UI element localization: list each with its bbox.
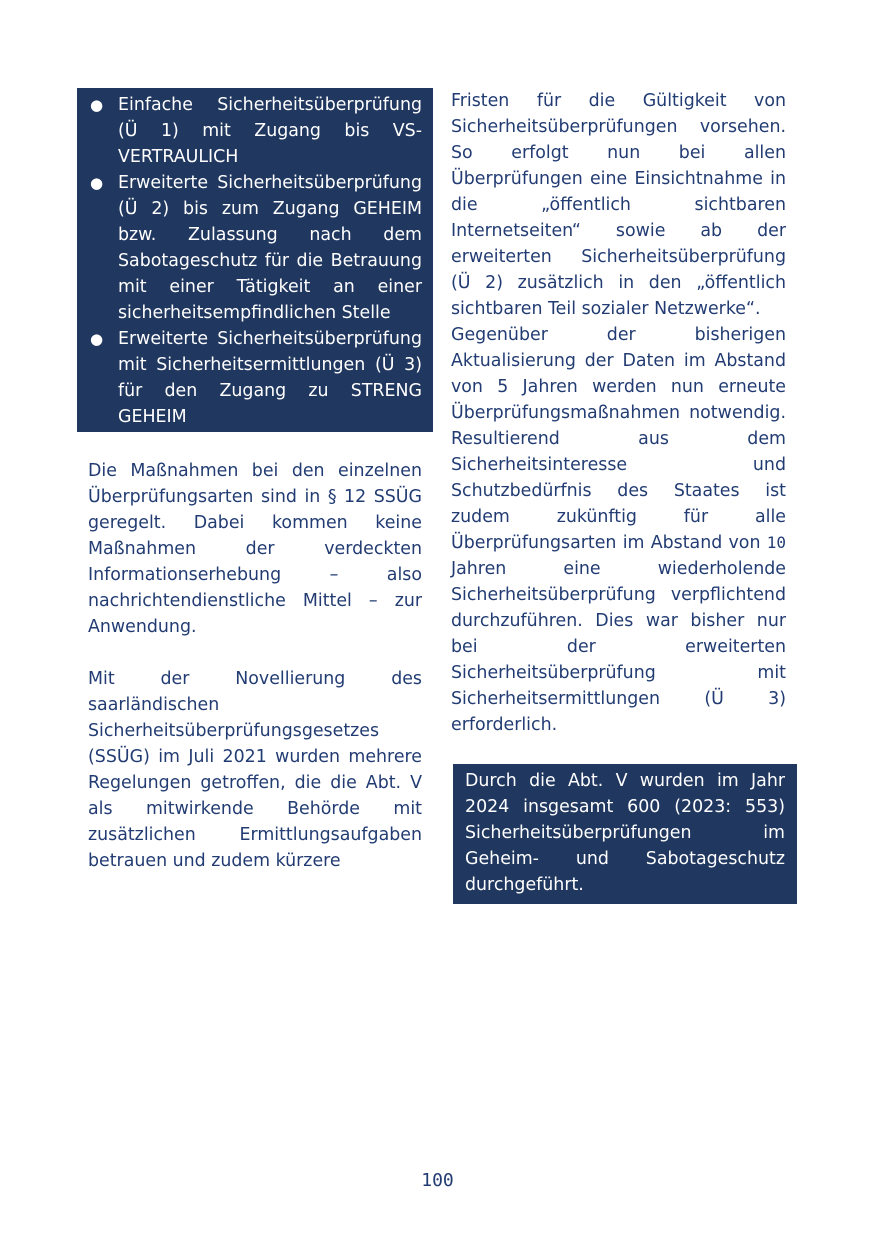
deadlines-paragraph: Fristen für die Gültigkeit von Sicherheitsüberprüfungen vorsehen. So erfolgt nun bei allen Überprüfungen eine Einsichtnahme in die „öffentlich sichtbaren Internetseiten“ sowie ab der erweiterten Sicherheitsüberprüfung (Ü 2) zusätzlich in den „öffentlich sichtbaren Teil sozialer Netzwerke“.: [451, 91, 786, 319]
list-item-text: Erweiterte Sicherheitsüberprüfung mit Sicherheitsermittlungen (Ü 3) für den Zugang zu STRENG GEHEIM: [118, 329, 422, 427]
right-column: [440, 88, 797, 904]
repeat-check-text-b: Jahren eine wiederholende Sicherheitsüberprüfung verpflichtend durchzuführen. Dies war bisher nur bei der erweiterten Sicherheitsüberprüfung mit Sicherheitsermittlungen (Ü 3) erforderlich.: [451, 559, 786, 735]
list-item-text: Einfache Sicherheitsüberprüfung (Ü 1) mit Zugang bis VS-VERTRAULICH: [118, 95, 422, 167]
left-column: [77, 88, 433, 874]
page-number: 100: [421, 1170, 454, 1191]
bullet-icon: ●: [90, 330, 104, 348]
interval-number: 10: [766, 533, 786, 552]
bullet-icon: ●: [90, 96, 104, 114]
list-item-text: Erweiterte Sicherheitsüberprüfung (Ü 2) bis zum Zugang GEHEIM bzw. Zulassung nach dem Sabotageschutz für die Betrauung mit einer Tätigkeit an einer sicherheitsempfindlichen Stelle: [118, 173, 422, 323]
list-item: [88, 326, 422, 430]
check-levels-box: [77, 88, 433, 432]
bullet-icon: ●: [90, 174, 104, 192]
statistics-box: Durch die Abt. V wurden im Jahr 2024 insgesamt 600 (2023: 553) Sicherheitsüberprüfungen im Geheim- und Sabotageschutz durchgeführt.: [453, 764, 797, 904]
repeat-check-paragraph: [440, 322, 797, 738]
check-levels-list: [88, 92, 422, 430]
list-item: [88, 92, 422, 170]
measures-paragraph: Die Maßnahmen bei den einzelnen Überprüfungsarten sind in § 12 SSÜG geregelt. Dabei kommen keine Maßnahmen der verdeckten Informationserhebung – also nachrichtendienstliche Mittel – zur Anwendung.: [88, 461, 422, 637]
repeat-check-text-a: Gegenüber der bisherigen Aktualisierung der Daten im Abstand von 5 Jahren werden nun erneute Überprüfungsmaßnahmen notwendig. Resultierend aus dem Sicherheitsinteresse und Schutzbedürfnis des Staates ist zudem zukünftig für alle Überprüfungsarten im Abstand von: [451, 325, 786, 553]
amendment-paragraph: Mit der Novellierung des saarländischen Sicherheitsüberprüfungsgesetzes (SSÜG) im Juli 2021 wurden mehrere Regelungen getroffen, die die Abt. V als mitwirkende Behörde mit zusätzlichen Ermittlungsaufgaben betrauen und zudem kürzere: [88, 669, 422, 871]
list-item: [88, 170, 422, 326]
